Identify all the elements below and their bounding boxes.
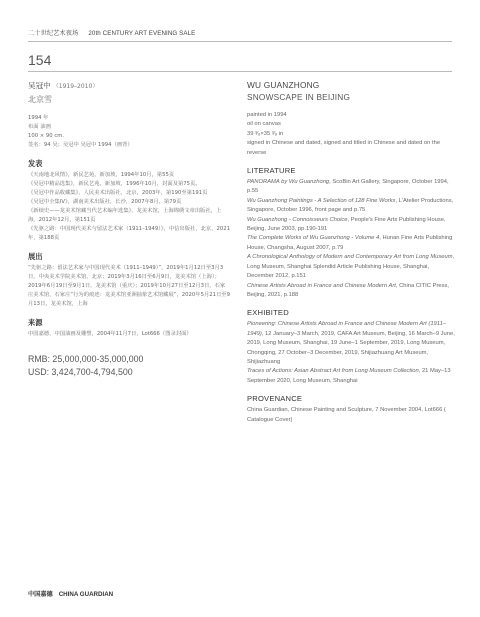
literature-item-cn: 《吴冠中作品收藏集》，人民美术出版社，北京，2003年，第190至第191页 bbox=[28, 190, 208, 196]
artwork-title-cn: 北京雪 bbox=[28, 95, 52, 104]
literature-list-en bbox=[247, 178, 455, 300]
literature-item-cn: 《吴冠中精品选集》，新民艺苑，新加坡，1996年10月，封面及第75页。 bbox=[28, 181, 201, 187]
literature-heading-en: LITERATURE bbox=[247, 166, 296, 176]
sale-title-en: 20th CENTURY ART EVENING SALE bbox=[88, 30, 196, 37]
artist-name-cn-text: 吴冠中 bbox=[28, 81, 51, 90]
exhibited-text-cn: “先驱之路：留法艺术家与中国现代美术（1911–1949）”，2019年1月12日至3月3日，中央美术学院美术馆，北京；2019年3月16日至6月9日，龙美术馆（上海）；2019年6月19日至9月1日，龙美术馆（重庆）；2019年10月27日至12月3日，石家庄美术馆，石家庄“行为的痕迹：龙美术馆亚洲抽象艺术馆藏展”，2020年5月21日至9月13日，龙美术馆，上海 bbox=[28, 265, 230, 307]
provenance-heading-cn: 来源 bbox=[28, 318, 43, 327]
detail-signature-en: signed in Chinese and dated, signed and titled in Chinese and dated on the reverse bbox=[247, 140, 441, 156]
sale-header bbox=[28, 28, 195, 37]
artwork-title-en: SNOWSCAPE IN BEIJING bbox=[247, 92, 351, 102]
artist-name-cn bbox=[28, 80, 230, 91]
literature-item-en bbox=[247, 234, 455, 253]
detail-date-cn: 1994 年 bbox=[28, 115, 49, 121]
detail-medium-cn: 布面 油画 bbox=[28, 124, 51, 130]
literature-publisher: , L'Atelier Productions, Singapore, October 1996, front page and p.75 bbox=[247, 197, 454, 214]
footer-brand-en: CHINA GUARDIAN bbox=[58, 591, 114, 598]
literature-title: The Complete Works of Wu Guanzhong - Volume 4 bbox=[247, 235, 380, 242]
literature-title: Wu Guanzhong Paintings - A Selection of 128 Fine Works bbox=[247, 197, 396, 204]
lot-divider bbox=[28, 71, 452, 72]
exhibited-item-en bbox=[247, 367, 455, 386]
literature-title: A Chronological Anthology of Modern and Contemporary Art from Long Museum bbox=[247, 254, 453, 261]
literature-publisher: , Long Museum, Shanghai Splendid Article Publishing House, Shanghai, December 2012, p.151 bbox=[247, 254, 455, 280]
literature-item-en bbox=[247, 216, 455, 235]
literature-publisher: , Hunan Fine Arts Publishing House, Changsha, August 2007, p.79 bbox=[247, 235, 453, 251]
exhibition-title: Pioneering: Chinese Artists Abroad in France and Chinese Modern Art (1911–1949) bbox=[247, 321, 447, 337]
literature-publisher: , China CITIC Press, Beijing, 2021, p.188 bbox=[247, 282, 450, 298]
exhibition-venues: , 21 May–13 September 2020, Long Museum, Shanghai bbox=[247, 368, 451, 384]
provenance-text-cn: 中国嘉德，中国油画及雕塑，2004年11月7日，Lot666（图录封面） bbox=[28, 331, 192, 337]
literature-item-en bbox=[247, 178, 455, 197]
english-column bbox=[247, 80, 455, 425]
estimate-rmb: RMB: 25,000,000-35,000,000 bbox=[28, 354, 144, 364]
literature-item-en bbox=[247, 282, 455, 301]
literature-item-cn: 《先驱之路：中国现代美术与留法艺术家（1911–1949）》，中信出版社，北京，2021年，第188页 bbox=[28, 226, 230, 241]
exhibited-list-en bbox=[247, 320, 455, 386]
literature-item-en bbox=[247, 197, 455, 216]
page-footer bbox=[28, 589, 113, 598]
estimate bbox=[28, 353, 230, 379]
lot-number: 154 bbox=[28, 52, 52, 68]
literature-item-cn: 《吴冠中全集IV》，湖南美术出版社，长沙，2007年8月，第79页 bbox=[28, 199, 182, 205]
literature-title: PANORAMA by Wu Guanzhong bbox=[247, 179, 330, 186]
detail-size-cn: 100 × 90 cm. bbox=[28, 133, 65, 139]
literature-item-cn: 《新续史——龙美术馆藏当代艺术编年选集》，龙美术馆，上海锦绣文章出版社，上海，2012年12月，第151页 bbox=[28, 208, 222, 223]
literature-item-cn: 《天南地北风情》，新民艺苑，新加坡，1994年10月，第55页 bbox=[28, 172, 175, 178]
exhibition-title: Traces of Actions: Asian Abstract Art from Long Museum Collection bbox=[247, 368, 419, 375]
detail-signature-cn: 签名：94 吴；吴冠中 吴冠中 1994（画背） bbox=[28, 142, 133, 148]
exhibition-venues: , 12 January–3 March, 2019, CAFA Art Museum, Beijing, 16 March–9 June, 2019, Long Museum, Shanghai, 19 June–1 September, 2019, Long Museum, Chongqing, 27 October–3 December, 2019, Shijiazhuang Art Museum, Shijiazhuang bbox=[247, 330, 455, 365]
literature-publisher: , ScoBin Art Gallery, Singapore, October 1994, p.55 bbox=[247, 179, 449, 195]
literature-title: Wu Guanzhong - Connoisseurs Choice bbox=[247, 216, 348, 223]
exhibited-item-en bbox=[247, 320, 455, 367]
artist-years: （1919–2010） bbox=[52, 83, 99, 90]
footer-brand-cn: 中国嘉德 bbox=[28, 591, 53, 598]
artwork-details-cn bbox=[28, 114, 230, 150]
detail-date-en: painted in 1994 bbox=[247, 112, 287, 118]
header-divider bbox=[28, 41, 452, 42]
provenance-heading-en: PROVENANCE bbox=[247, 394, 303, 404]
detail-size-en: 39 ³⁄₈×35 ³⁄₈ in bbox=[247, 130, 284, 137]
literature-title: Chinese Artists Abroad in France and Chinese Modern Art bbox=[247, 282, 396, 289]
artwork-details-en bbox=[247, 111, 455, 158]
sale-title-cn: 二十世纪艺术夜场 bbox=[28, 30, 79, 37]
chinese-column bbox=[28, 80, 230, 379]
literature-item-en bbox=[247, 253, 455, 281]
literature-list-cn bbox=[28, 171, 230, 243]
exhibited-heading-cn: 展出 bbox=[28, 252, 43, 261]
artist-name-en: WU GUANZHONG bbox=[247, 80, 320, 90]
literature-publisher: , People's Fine Arts Publishing House, Beijing, June 2003, pp.190-191 bbox=[247, 216, 446, 233]
provenance-text-en: China Guardian, Chinese Painting and Sculpture, 7 November 2004, Lot666 ( Catalogue Cover) bbox=[247, 407, 446, 423]
detail-medium-en: oil on canvas bbox=[247, 121, 281, 128]
literature-heading-cn: 发表 bbox=[28, 159, 43, 168]
estimate-usd: USD: 3,424,700-4,794,500 bbox=[28, 367, 133, 377]
exhibited-heading-en: EXHIBITED bbox=[247, 308, 289, 318]
